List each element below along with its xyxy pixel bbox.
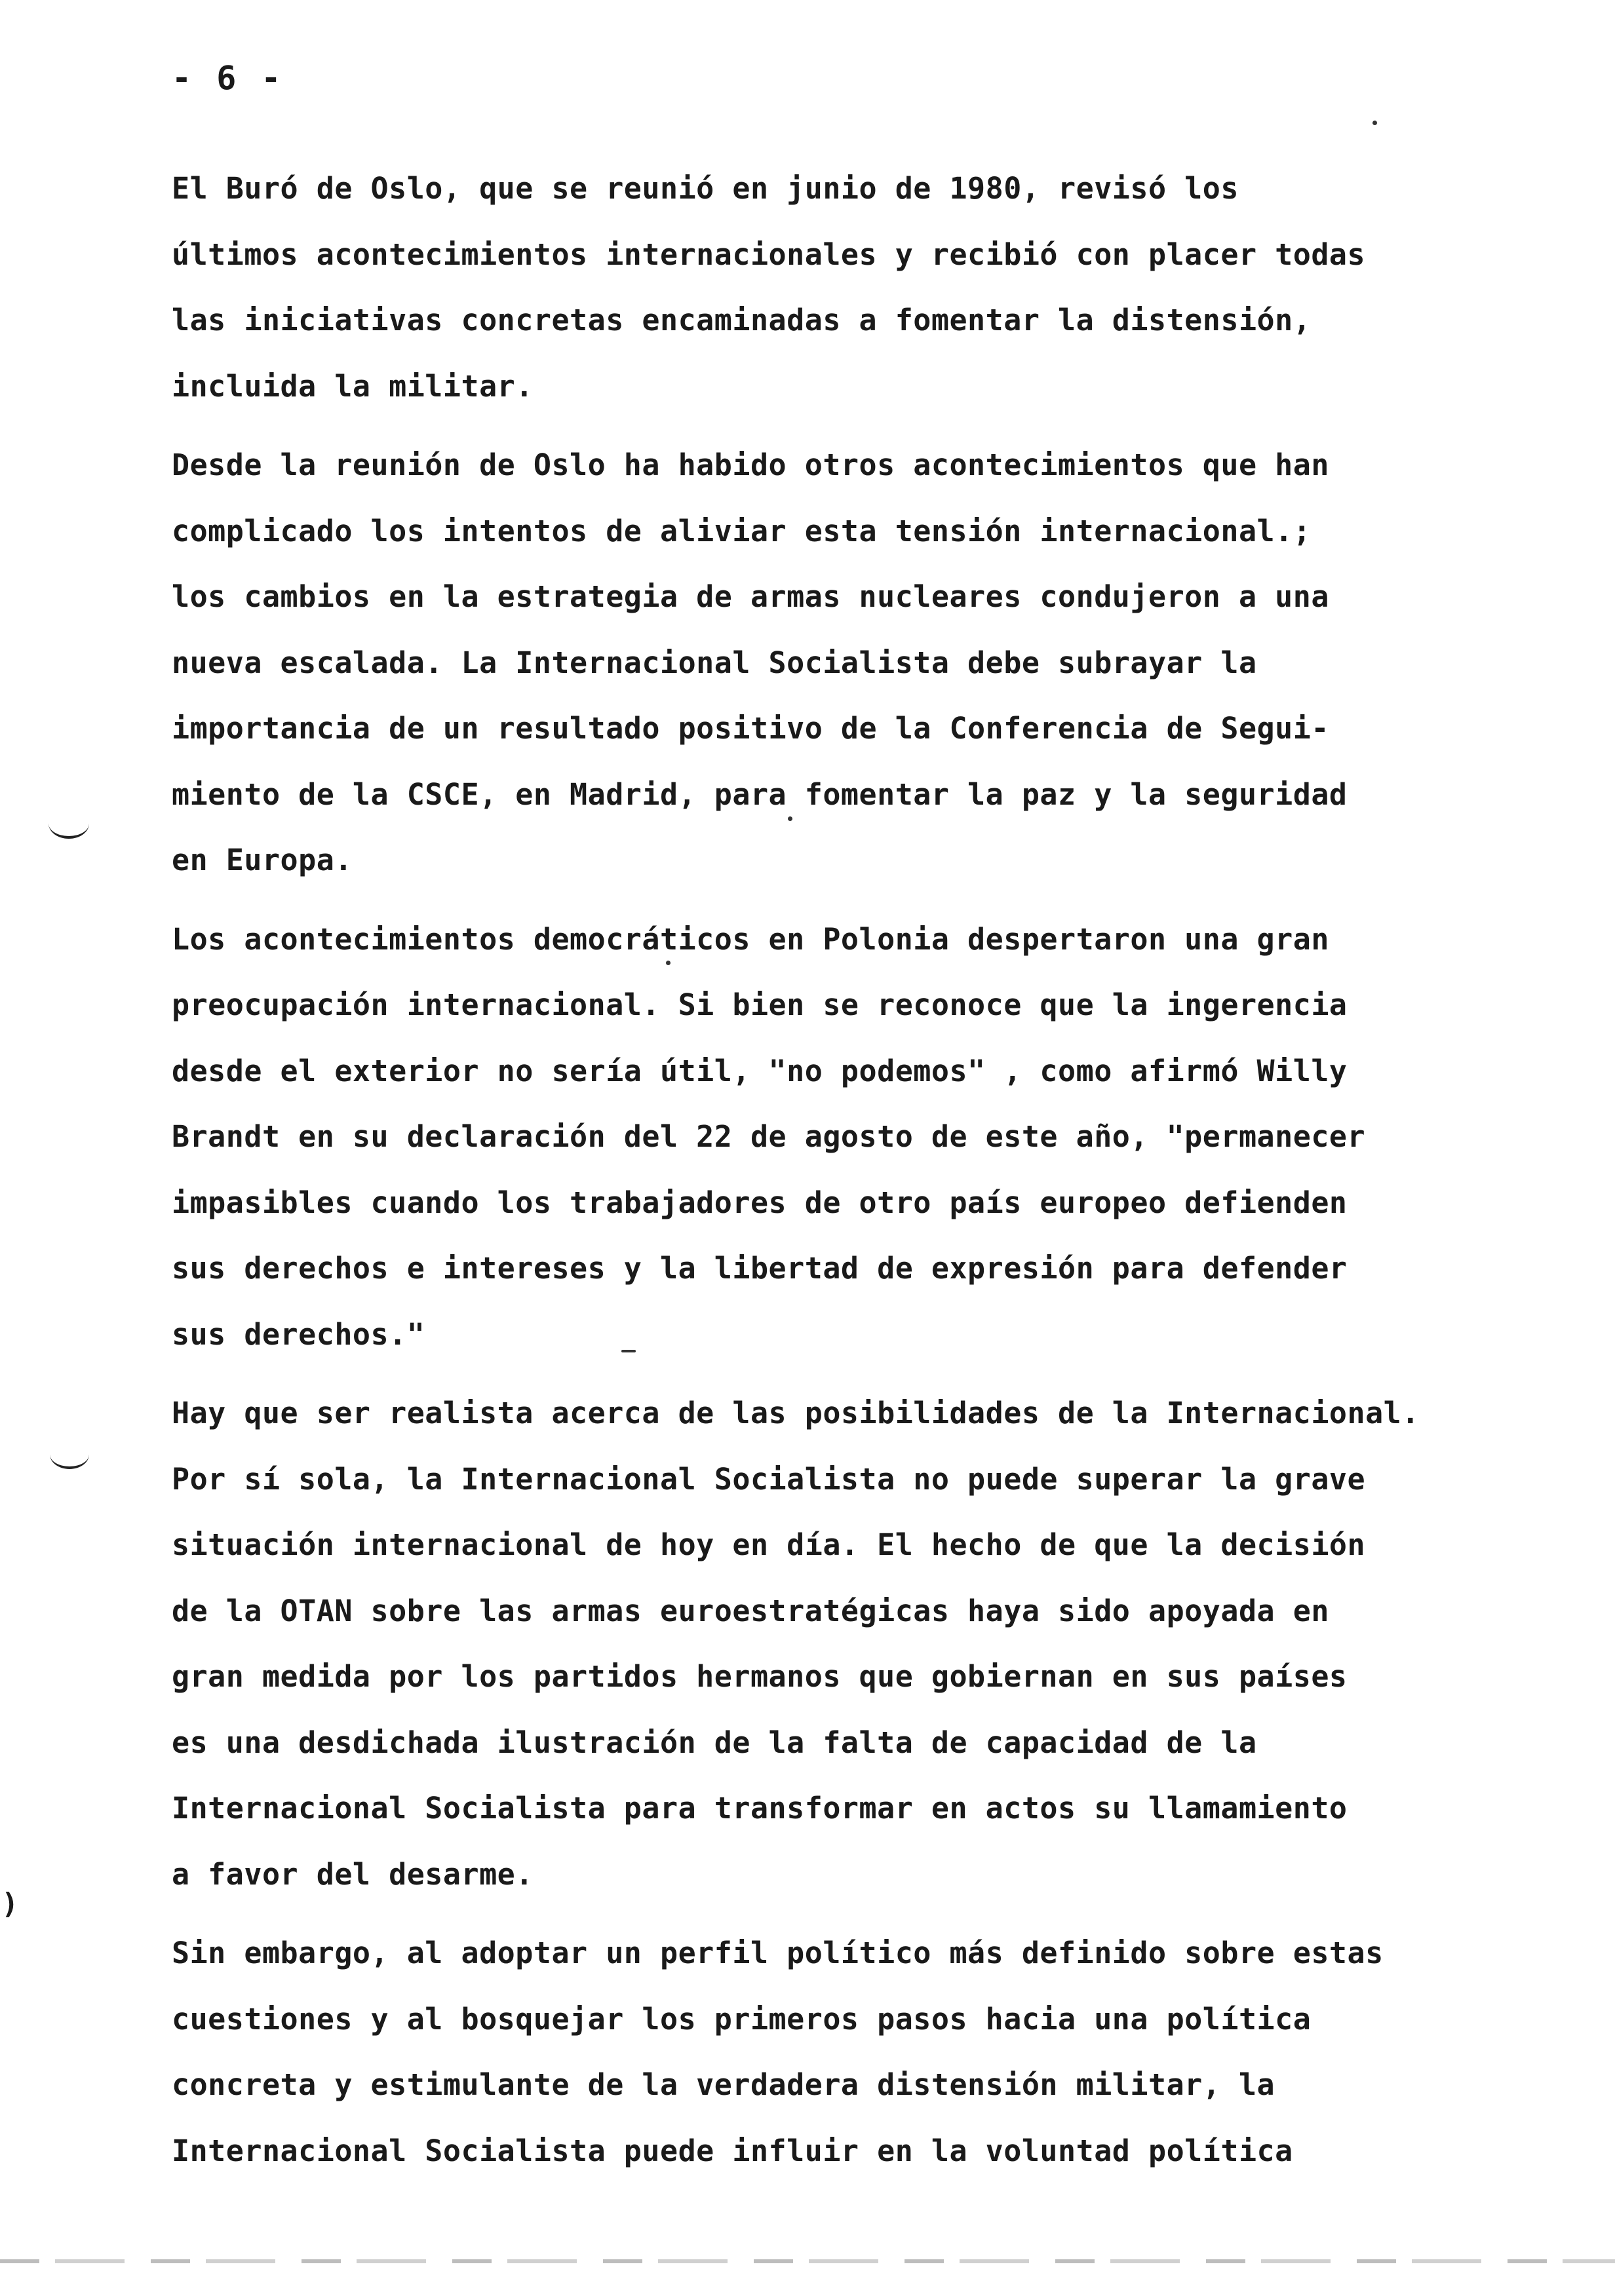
- paragraph-political-profile: [172, 1921, 1574, 2184]
- text-line: El Buró de Oslo, que se reunió en junio de 1980, revisó los: [172, 171, 1239, 206]
- text-line: Por sí sola, la Internacional Socialista no puede superar la grave: [172, 1461, 1366, 1497]
- text-line: Internacional Socialista puede influir en la voluntad política: [172, 2133, 1293, 2168]
- paragraph-realism: [172, 1381, 1574, 1907]
- text-line: impasibles cuando los trabajadores de otro país europeo defienden: [172, 1185, 1348, 1220]
- body-text: [172, 156, 1574, 2197]
- scan-mark: ): [1, 1887, 19, 1921]
- text-line: complicado los intentos de aliviar esta tensión internacional.;: [172, 513, 1312, 548]
- scan-speck: [1372, 121, 1377, 125]
- text-line: cuestiones y al bosquejar los primeros pasos hacia una política: [172, 2001, 1312, 2037]
- paragraph-oslo-bureau: [172, 156, 1574, 419]
- text-line: nueva escalada. La Internacional Socialista debe subrayar la: [172, 645, 1257, 680]
- text-line: Brandt en su declaración del 22 de agosto de este año, "permanecer: [172, 1119, 1366, 1154]
- text-line: a favor del desarme.: [172, 1856, 534, 1892]
- text-line: Hay que ser realista acerca de las posibilidades de la Internacional.: [172, 1396, 1420, 1430]
- text-line: miento de la CSCE, en Madrid, para fomentar la paz y la seguridad: [172, 776, 1348, 812]
- text-line: últimos acontecimientos internacionales y recibió con placer todas: [172, 237, 1366, 272]
- page-bottom-edge: [0, 2259, 1615, 2263]
- text-line: situación internacional de hoy en día. El hecho de que la decisión: [172, 1527, 1366, 1562]
- text-line: es una desdichada ilustración de la falta de capacidad de la: [172, 1725, 1257, 1760]
- text-line: concreta y estimulante de la verdadera distensión militar, la: [172, 2067, 1275, 2102]
- text-line: los cambios en la estrategia de armas nucleares condujeron a una: [172, 579, 1329, 614]
- text-line: Los acontecimientos democráticos en Polonia despertaron una gran: [172, 921, 1329, 957]
- text-line: sus derechos.": [172, 1316, 425, 1352]
- text-line: las iniciativas concretas encaminadas a fomentar la distensión,: [172, 303, 1312, 337]
- text-line: de la OTAN sobre las armas euroestratégicas haya sido apoyada en: [172, 1593, 1329, 1628]
- text-line: preocupación internacional. Si bien se reconoce que la ingerencia: [172, 987, 1348, 1022]
- scan-speck: [621, 1350, 636, 1352]
- text-line: incluida la militar.: [172, 368, 534, 404]
- scan-speck: [788, 816, 792, 821]
- text-line: gran medida por los partidos hermanos que gobiernan en sus países: [172, 1659, 1348, 1694]
- text-line: importancia de un resultado positivo de la Conferencia de Segui-: [172, 711, 1329, 746]
- page-number: - 6 -: [172, 59, 284, 97]
- text-line: desde el exterior no sería útil, "no podemos" , como afirmó Willy: [172, 1053, 1348, 1088]
- text-line: Internacional Socialista para transformar en actos su llamamiento: [172, 1791, 1348, 1826]
- text-line: en Europa.: [172, 843, 353, 877]
- paragraph-tension: [172, 432, 1574, 894]
- scan-speck: [666, 961, 671, 965]
- text-line: Sin embargo, al adoptar un perfil político más definido sobre estas: [172, 1936, 1384, 1970]
- paragraph-poland: [172, 907, 1574, 1368]
- scan-mark: [49, 810, 89, 839]
- text-line: Desde la reunión de Oslo ha habido otros acontecimientos que han: [172, 448, 1329, 482]
- scan-mark: [50, 1440, 89, 1469]
- text-line: sus derechos e intereses y la libertad de expresión para defender: [172, 1251, 1348, 1286]
